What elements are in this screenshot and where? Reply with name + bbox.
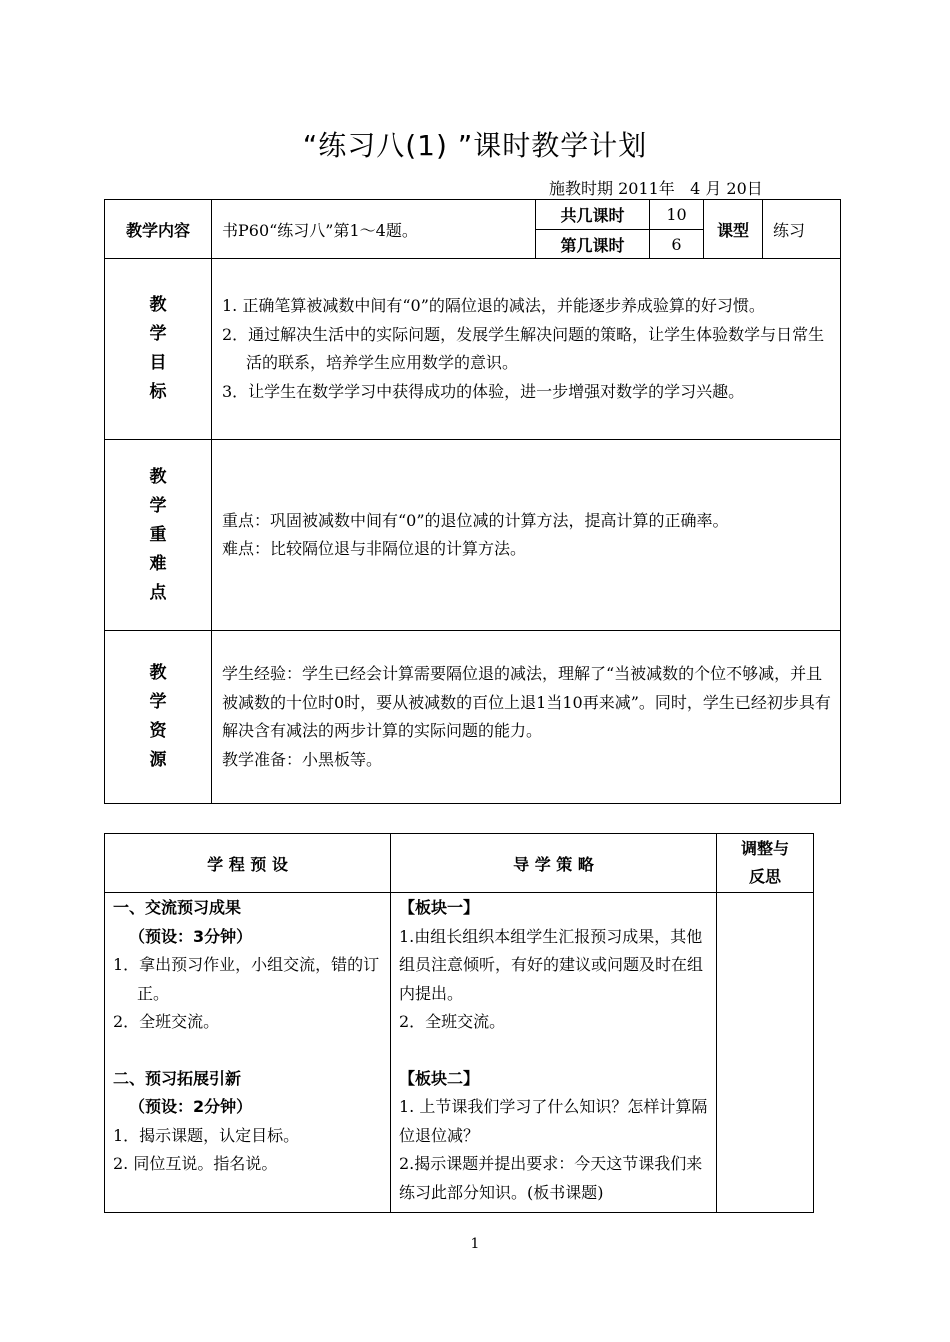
process-content: [105, 893, 391, 1213]
strategy-item: 1. 上节课我们学习了什么知识？怎样计算隔位退位减？: [399, 1097, 708, 1145]
goals-content: [212, 259, 841, 440]
lesson-number-value: 6: [650, 230, 704, 259]
resources-label: 教 学 资 源: [105, 631, 212, 804]
process-item: 2. 同位互说。指名说。: [113, 1154, 278, 1173]
content-value: 书P60“练习八”第1～4题。: [212, 200, 536, 259]
goals-label: 教 学 目 标: [105, 259, 212, 440]
page-number: 1: [470, 1236, 480, 1252]
block-title: 【板块二】: [399, 1068, 480, 1088]
process-item: 2．全班交流。: [113, 1012, 220, 1031]
resources-content: [212, 631, 841, 804]
lesson-type-label: 课型: [704, 200, 763, 259]
lesson-plan-table: [104, 199, 841, 804]
strategy-item: 1.由组长组织本组学生汇报预习成果，其他组员注意倾听，有好的建议或问题及时在组内提出。: [399, 926, 704, 1003]
reflection-header: 调整与 反思: [717, 834, 814, 893]
process-header: 学 程 预 设: [105, 834, 391, 893]
total-lessons-label: 共几课时: [536, 200, 650, 230]
process-item: 1．揭示课题，认定目标。: [113, 1125, 300, 1145]
strategy-content: [391, 893, 717, 1213]
lesson-type-value: 练习: [763, 200, 841, 259]
section-time: （预设：3分钟）: [129, 926, 253, 946]
section-time: （预设：2分钟）: [129, 1097, 253, 1116]
page-title: “练习八(1) ”课时教学计划: [302, 129, 648, 162]
total-lessons-value: 10: [650, 200, 704, 230]
strategy-item: 2.揭示课题并提出要求：今天这节课我们来练习此部分知识。(板书课题): [399, 1154, 703, 1202]
goal-item: 3．让学生在数学学习中获得成功的体验，进一步增强对数学的学习兴趣。: [222, 381, 745, 401]
reflection-cell: [717, 893, 814, 1213]
block-title: 【板块一】: [399, 898, 480, 917]
strategy-item: 2．全班交流。: [399, 1012, 506, 1031]
process-table: [104, 833, 814, 1213]
resource-item: 教学准备：小黑板等。: [222, 749, 383, 769]
keypoints-label: 教 学 重 难 点: [105, 440, 212, 631]
content-label: 教学内容: [105, 200, 212, 259]
keypoint-item: 重点：巩固被减数中间有“0”的退位减的计算方法，提高计算的正确率。: [222, 510, 729, 530]
resource-item: 学生经验：学生已经会计算需要隔位退的减法，理解了“当被减数的个位不够减，并且被减数的十位时0时，要从被减数的百位上退1当10再来减”。同时，学生已经初步具有解决含有减法的两步计算的实际问题的能力。: [222, 664, 831, 740]
lesson-number-label: 第几课时: [536, 230, 650, 259]
goal-item: 1. 正确笔算被减数中间有“0”的隔位退的减法，并能逐步养成验算的好习惯。: [222, 296, 765, 315]
process-item: 1．拿出预习作业，小组交流，错的订正。: [113, 955, 380, 1003]
section-title: 二、预习拓展引新: [113, 1068, 242, 1088]
strategy-header: 导 学 策 略: [391, 834, 717, 893]
keypoint-item: 难点：比较隔位退与非隔位退的计算方法。: [222, 539, 527, 558]
section-title: 一、交流预习成果: [113, 898, 242, 917]
keypoints-content: [212, 440, 841, 631]
teaching-date: 施教时期 2011年 4 月 20日: [549, 179, 763, 198]
goal-item: 2．通过解决生活中的实际问题，发展学生解决问题的策略，让学生体验数学与日常生活的联系，培养学生应用数学的意识。: [222, 324, 825, 372]
